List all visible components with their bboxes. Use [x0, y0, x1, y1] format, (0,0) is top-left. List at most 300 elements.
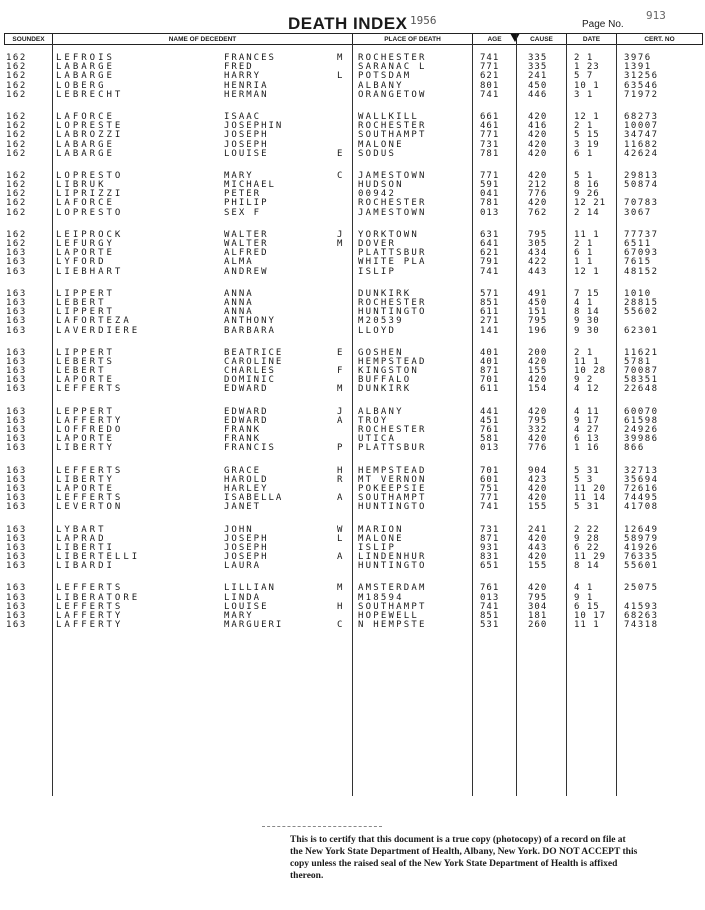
death-date: 5 3 — [574, 474, 594, 485]
death-date: 2 1 — [574, 53, 594, 63]
place-of-death: HUDSON — [358, 180, 404, 191]
cause-code: 420 — [528, 375, 548, 386]
given-name: JOSEPH — [224, 533, 269, 544]
certificate-number: 61598 — [624, 415, 659, 426]
surname: LEIPROCK — [56, 229, 124, 240]
certificate-number: 11621 — [624, 347, 659, 358]
given-name: BARBARA — [224, 325, 276, 336]
given-name: JANET — [224, 502, 262, 513]
death-date: 2 1 — [574, 347, 594, 358]
age: 401 — [480, 347, 500, 358]
death-date: 10 17 — [574, 611, 607, 621]
surname: LEFFERTS — [56, 493, 124, 504]
cause-code: 212 — [528, 180, 548, 191]
age: 771 — [480, 170, 500, 181]
soundex-code: 162 — [6, 71, 27, 82]
place-of-death: M20539 — [358, 316, 404, 327]
place-of-death: TROY — [358, 415, 389, 426]
certificate-number: 3976 — [624, 53, 652, 63]
soundex-code: 162 — [6, 111, 27, 122]
certificate-number: 1391 — [624, 62, 652, 73]
given-name: EDWARD — [224, 406, 269, 417]
cause-code: 196 — [528, 325, 548, 336]
place-of-death: HOPEWELL — [358, 611, 419, 621]
age: 791 — [480, 257, 500, 268]
middle-initial: M — [337, 583, 343, 594]
age: 141 — [480, 325, 500, 336]
column-header-cause: CAUSE — [517, 34, 567, 45]
given-name: CAROLINE — [224, 356, 284, 367]
column-header-row — [4, 33, 703, 45]
death-date: 1 16 — [574, 443, 600, 454]
age: 741 — [480, 53, 500, 63]
age: 771 — [480, 62, 500, 73]
surname: LABROZZI — [56, 130, 124, 141]
place-of-death: SOUTHAMPT — [358, 130, 427, 141]
place-of-death: ISLIP — [358, 542, 397, 553]
middle-initial: E — [337, 148, 343, 159]
surname: LAFORCE — [56, 198, 115, 209]
age: 741 — [480, 601, 500, 612]
entry-group — [4, 290, 702, 336]
surname: LIBERTELLI — [56, 552, 141, 563]
age: 401 — [480, 356, 500, 367]
certificate-number: 63546 — [624, 80, 659, 91]
surname: LABARGE — [56, 62, 115, 73]
soundex-code: 163 — [6, 533, 27, 544]
certificate-number: 42624 — [624, 148, 659, 159]
place-of-death: BUFFALO — [358, 375, 412, 386]
age: 761 — [480, 425, 500, 435]
middle-initial: A — [337, 493, 343, 504]
cause-code: 304 — [528, 601, 548, 612]
certificate-number: 60070 — [624, 406, 659, 417]
age: 731 — [480, 139, 500, 150]
certificate-number: 41593 — [624, 601, 659, 612]
place-of-death: DOVER — [358, 239, 397, 249]
age: 631 — [480, 229, 500, 240]
place-of-death: MALONE — [358, 533, 404, 544]
given-name: HAROLD — [224, 474, 269, 485]
given-name: EDWARD — [224, 384, 269, 395]
place-of-death: HUNTINGTO — [358, 307, 427, 318]
age: 931 — [480, 542, 500, 553]
entry-group — [4, 584, 702, 630]
cause-code: 422 — [528, 257, 548, 268]
given-name: WALTER — [224, 229, 269, 240]
place-of-death: ROCHESTER — [358, 121, 427, 132]
cause-code: 450 — [528, 80, 548, 91]
surname: LAFORTEZA — [56, 316, 132, 327]
certificate-number: 3067 — [624, 207, 652, 218]
soundex-code: 163 — [6, 583, 27, 594]
soundex-code: 162 — [6, 229, 27, 240]
cause-code: 420 — [528, 406, 548, 417]
surname: LAPORTE — [56, 434, 115, 445]
given-name: HENRIA — [224, 80, 269, 91]
given-name: ISAAC — [224, 111, 262, 122]
cause-code: 241 — [528, 71, 548, 82]
age: 661 — [480, 111, 500, 122]
death-date: 4 12 — [574, 384, 600, 395]
cause-code: 155 — [528, 502, 548, 513]
certificate-number: 10007 — [624, 121, 659, 132]
soundex-code: 163 — [6, 474, 27, 485]
surname: LIPRIZZI — [56, 189, 124, 200]
middle-initial: L — [337, 71, 343, 82]
place-of-death: JAMESTOWN — [358, 170, 427, 181]
cause-code: 423 — [528, 474, 548, 485]
soundex-code: 162 — [6, 53, 27, 63]
soundex-code: 163 — [6, 297, 27, 308]
cause-code: 305 — [528, 239, 548, 249]
death-date: 4 1 — [574, 297, 594, 308]
surname: LAPORTE — [56, 483, 115, 494]
surname: LIPPERT — [56, 347, 115, 358]
surname: LOBERG — [56, 80, 107, 91]
cause-code: 420 — [528, 111, 548, 122]
certificate-number: 866 — [624, 443, 645, 454]
death-date: 11 29 — [574, 552, 607, 563]
death-date: 6 22 — [574, 542, 600, 553]
age: 621 — [480, 71, 500, 82]
page-number: 913 — [646, 9, 666, 22]
age: 701 — [480, 465, 500, 476]
death-date: 7 15 — [574, 288, 600, 299]
place-of-death: 00942 — [358, 189, 397, 200]
age: 781 — [480, 148, 500, 159]
soundex-code: 162 — [6, 80, 27, 91]
cause-code: 420 — [528, 583, 548, 594]
age: 871 — [480, 366, 500, 377]
cause-code: 420 — [528, 139, 548, 150]
surname: LIBRUK — [56, 180, 107, 191]
age: 731 — [480, 524, 500, 535]
given-name: PHILIP — [224, 198, 269, 209]
table-row — [4, 290, 702, 299]
cause-code: 420 — [528, 483, 548, 494]
cause-code: 904 — [528, 465, 548, 476]
middle-initial: P — [337, 443, 343, 454]
death-date: 2 22 — [574, 524, 600, 535]
place-of-death: MARION — [358, 524, 404, 535]
death-date: 5 31 — [574, 502, 600, 513]
surname: LABARGE — [56, 139, 115, 150]
cause-code: 795 — [528, 316, 548, 327]
age: 581 — [480, 434, 500, 445]
given-name: LINDA — [224, 592, 262, 603]
cause-code: 335 — [528, 62, 548, 73]
place-of-death: WHITE PLA — [358, 257, 427, 268]
age: 851 — [480, 297, 500, 308]
death-date: 2 1 — [574, 239, 594, 249]
place-of-death: SOUTHAMPT — [358, 601, 427, 612]
certificate-number: 31256 — [624, 71, 659, 82]
certificate-number: 6511 — [624, 239, 652, 249]
place-of-death: ISLIP — [358, 266, 397, 277]
surname: LAFFERTY — [56, 620, 124, 631]
column-header-date: DATE — [567, 34, 617, 45]
soundex-code: 163 — [6, 356, 27, 367]
death-date: 9 1 — [574, 592, 594, 603]
cause-code: 260 — [528, 620, 548, 631]
given-name: HERMAN — [224, 89, 269, 100]
middle-initial: M — [337, 384, 343, 395]
certificate-number: 41708 — [624, 502, 659, 513]
surname: LIBERTY — [56, 474, 115, 485]
age: 831 — [480, 552, 500, 563]
certificate-number: 32713 — [624, 465, 659, 476]
place-of-death: YORKTOWN — [358, 229, 419, 240]
given-name: FRANK — [224, 425, 262, 435]
middle-initial: A — [337, 552, 343, 563]
death-date: 2 14 — [574, 207, 600, 218]
age: 771 — [480, 130, 500, 141]
certificate-number: 50874 — [624, 180, 659, 191]
middle-initial: M — [337, 239, 343, 249]
place-of-death: PLATTSBUR — [358, 443, 427, 454]
given-name: EDWARD — [224, 415, 269, 426]
soundex-code: 163 — [6, 483, 27, 494]
surname: LYFORD — [56, 257, 107, 268]
middle-initial: C — [337, 170, 343, 181]
surname: LIPPERT — [56, 288, 115, 299]
cause-code: 420 — [528, 356, 548, 367]
entry-group — [4, 231, 702, 277]
death-date: 6 13 — [574, 434, 600, 445]
middle-initial: A — [337, 415, 343, 426]
soundex-code: 163 — [6, 375, 27, 386]
death-date: 1 1 — [574, 257, 594, 268]
place-of-death: HUNTINGTO — [358, 561, 427, 572]
certification-line: copy unless the raised seal of the New York State Department of Health is affixed — [290, 859, 618, 869]
soundex-code: 162 — [6, 207, 27, 218]
surname: LOPRESTO — [56, 207, 124, 218]
surname: LIEBHART — [56, 266, 124, 277]
place-of-death: MT VERNON — [358, 474, 427, 485]
cause-code: 154 — [528, 384, 548, 395]
death-date: 4 11 — [574, 406, 600, 417]
certificate-number: 41926 — [624, 542, 659, 553]
age: 771 — [480, 493, 500, 504]
certificate-number: 22648 — [624, 384, 659, 395]
place-of-death: SOUTHAMPT — [358, 493, 427, 504]
surname: LAPRAD — [56, 533, 107, 544]
certificate-number: 68273 — [624, 111, 659, 122]
cause-code: 450 — [528, 297, 548, 308]
soundex-code: 163 — [6, 248, 27, 259]
death-date: 11 14 — [574, 493, 607, 504]
cause-code: 181 — [528, 611, 548, 621]
place-of-death: HEMPSTEAD — [358, 356, 427, 367]
cause-code: 155 — [528, 561, 548, 572]
certificate-number: 7615 — [624, 257, 652, 268]
death-date: 9 28 — [574, 533, 600, 544]
soundex-code: 163 — [6, 434, 27, 445]
certificate-number: 11682 — [624, 139, 659, 150]
soundex-code: 163 — [6, 620, 27, 631]
entry-group — [4, 408, 702, 454]
certification-line: This is to certify that this document is a true copy (photocopy) of a record on file at — [290, 835, 626, 845]
place-of-death: N HEMPSTE — [358, 620, 427, 631]
death-date: 2 1 — [574, 121, 594, 132]
cause-code: 151 — [528, 307, 548, 318]
given-name: ISABELLA — [224, 493, 284, 504]
cause-code: 200 — [528, 347, 548, 358]
certificate-number: 74495 — [624, 493, 659, 504]
divider — [262, 826, 382, 827]
cause-code: 434 — [528, 248, 548, 259]
place-of-death: HUNTINGTO — [358, 502, 427, 513]
certificate-number: 55602 — [624, 307, 659, 318]
middle-initial: E — [337, 347, 343, 358]
soundex-code: 163 — [6, 406, 27, 417]
certificate-number: 68263 — [624, 611, 659, 621]
given-name: ANDREW — [224, 266, 269, 277]
certificate-number: 35694 — [624, 474, 659, 485]
death-date: 9 30 — [574, 325, 600, 336]
soundex-code: 163 — [6, 307, 27, 318]
cause-code: 420 — [528, 552, 548, 563]
soundex-code: 163 — [6, 443, 27, 454]
surname: LEFFERTS — [56, 384, 124, 395]
cause-code: 420 — [528, 434, 548, 445]
place-of-death: ALBANY — [358, 406, 404, 417]
given-name: JOSEPHIN — [224, 121, 284, 132]
entry-group — [4, 54, 702, 100]
surname: LAPORTE — [56, 248, 115, 259]
age: 591 — [480, 180, 500, 191]
death-date: 12 21 — [574, 198, 607, 209]
certificate-number: 71972 — [624, 89, 659, 100]
death-date: 12 1 — [574, 111, 600, 122]
surname: LEFFERTS — [56, 583, 124, 594]
certificate-number: 58979 — [624, 533, 659, 544]
death-date: 3 19 — [574, 139, 600, 150]
surname: LOPRESTO — [56, 170, 124, 181]
age: 801 — [480, 80, 500, 91]
page-number-label: Page No. — [582, 19, 624, 30]
table-row — [4, 503, 702, 512]
place-of-death: JAMESTOWN — [358, 207, 427, 218]
surname: LAFORCE — [56, 111, 115, 122]
age: 871 — [480, 533, 500, 544]
soundex-code: 163 — [6, 592, 27, 603]
death-date: 9 30 — [574, 316, 600, 327]
soundex-code: 163 — [6, 542, 27, 553]
age: 611 — [480, 384, 500, 395]
certification-line: thereon. — [290, 871, 324, 881]
middle-initial: F — [337, 366, 343, 377]
place-of-death: HEMPSTEAD — [358, 465, 427, 476]
cause-code: 420 — [528, 198, 548, 209]
cause-code: 420 — [528, 130, 548, 141]
death-date: 5 7 — [574, 71, 594, 82]
death-date: 6 15 — [574, 601, 600, 612]
middle-initial: W — [337, 524, 343, 535]
soundex-code: 163 — [6, 524, 27, 535]
surname: LYBART — [56, 524, 107, 535]
certificate-number: 67093 — [624, 248, 659, 259]
age: 271 — [480, 316, 500, 327]
place-of-death: KINGSTON — [358, 366, 419, 377]
soundex-code: 163 — [6, 325, 27, 336]
certificate-number: 72616 — [624, 483, 659, 494]
soundex-code: 163 — [6, 316, 27, 327]
middle-initial: C — [337, 620, 343, 631]
cause-code: 762 — [528, 207, 548, 218]
surname: LEBERTS — [56, 356, 115, 367]
middle-initial: J — [337, 406, 343, 417]
surname: LAFFERTY — [56, 611, 124, 621]
age: 013 — [480, 592, 500, 603]
cause-code: 795 — [528, 592, 548, 603]
given-name: MICHAEL — [224, 180, 276, 191]
middle-initial: H — [337, 465, 343, 476]
surname: LOPRESTE — [56, 121, 124, 132]
place-of-death: SARANAC L — [358, 62, 427, 73]
surname: LIBERTY — [56, 443, 115, 454]
table-row — [4, 150, 702, 159]
soundex-code: 162 — [6, 89, 27, 100]
place-of-death: WALLKILL — [358, 111, 419, 122]
given-name: LAURA — [224, 561, 262, 572]
index-entries — [4, 54, 702, 643]
certificate-number: 58351 — [624, 375, 659, 386]
soundex-code: 163 — [6, 384, 27, 395]
entry-group — [4, 467, 702, 513]
place-of-death: AMSTERDAM — [358, 583, 427, 594]
given-name: ALMA — [224, 257, 254, 268]
age: 611 — [480, 307, 500, 318]
column-header-cert: CERT. NO — [617, 34, 703, 45]
cause-code: 241 — [528, 524, 548, 535]
surname: LEFURGY — [56, 239, 115, 249]
age: 641 — [480, 239, 500, 249]
given-name: ANTHONY — [224, 316, 276, 327]
column-header-age: AGE — [473, 34, 517, 45]
death-date: 9 26 — [574, 189, 600, 200]
surname: LEFROIS — [56, 53, 115, 63]
death-date: 3 1 — [574, 89, 594, 100]
death-date: 5 15 — [574, 130, 600, 141]
cause-code: 420 — [528, 170, 548, 181]
death-date: 11 20 — [574, 483, 607, 494]
table-row — [4, 268, 702, 277]
soundex-code: 163 — [6, 601, 27, 612]
age: 571 — [480, 288, 500, 299]
given-name: ALFRED — [224, 248, 269, 259]
soundex-code: 163 — [6, 552, 27, 563]
age: 531 — [480, 620, 500, 631]
surname: LABARGE — [56, 71, 115, 82]
death-date: 10 1 — [574, 80, 600, 91]
certificate-number: 1010 — [624, 288, 652, 299]
given-name: FRANK — [224, 434, 262, 445]
surname: LIBERATORE — [56, 592, 141, 603]
cause-code: 420 — [528, 148, 548, 159]
surname: LEFFERTS — [56, 465, 124, 476]
entry-group — [4, 349, 702, 395]
given-name: GRACE — [224, 465, 262, 476]
given-name: MARY — [224, 170, 254, 181]
certification-statement — [290, 834, 700, 894]
given-name: WALTER — [224, 239, 269, 249]
surname: LEBERT — [56, 366, 107, 377]
age: 013 — [480, 207, 500, 218]
death-date: 8 14 — [574, 561, 600, 572]
column-header-soundex: SOUNDEX — [5, 34, 53, 45]
